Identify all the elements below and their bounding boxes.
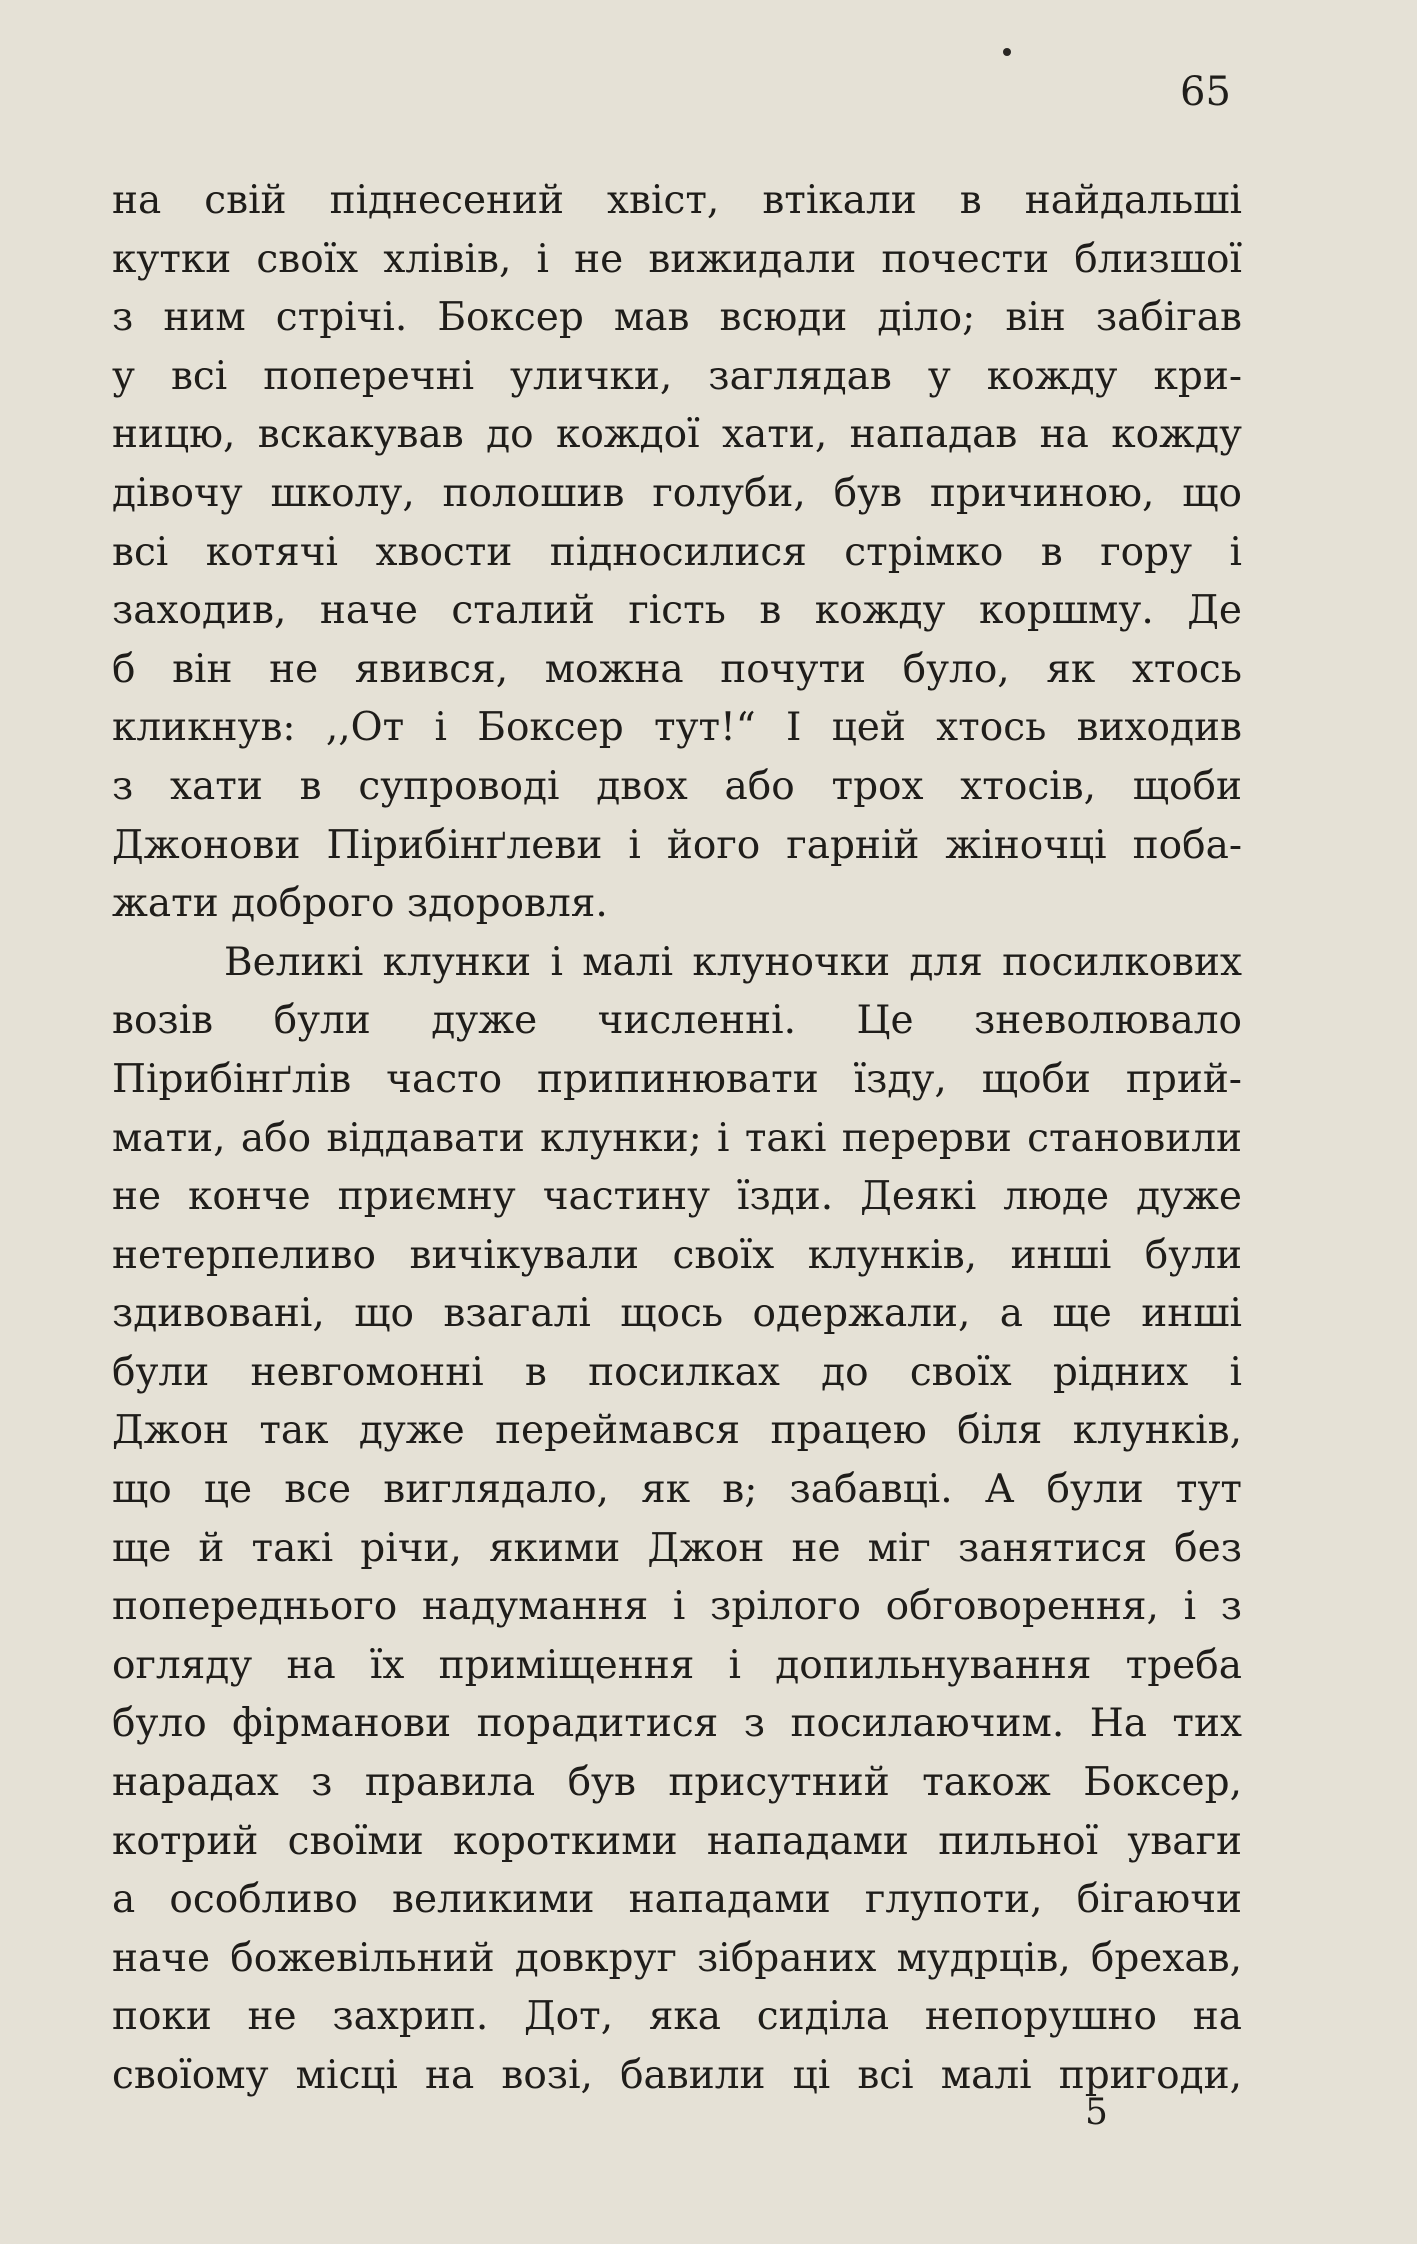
text-line: мати, або віддавати клунки; і такі перерви становили	[112, 1115, 1242, 1161]
text-line: попереднього надумання і зрілого обговорення, і з	[112, 1584, 1242, 1630]
text-line: на свій піднесений хвіст, втікали в найдальші	[112, 178, 1242, 223]
text-line: були невгомонні в посилках до своїх рідних і	[112, 1349, 1242, 1395]
body-text	[112, 172, 1242, 2106]
text-line: Джонови Пірибінґлеви і його гарній жіночці поба-	[112, 822, 1242, 868]
signature-mark: 5	[1085, 2092, 1108, 2133]
text-line: з ним стрічі. Боксер мав всюди діло; він забігав	[112, 295, 1242, 341]
text-line: возів були дуже численні. Це зневолювало	[112, 998, 1242, 1044]
text-line: поки не захрип. Дот, яка сиділа непорушно на	[112, 1994, 1242, 2040]
text-line: дівочу школу, полошив голуби, був причиною, що	[112, 470, 1242, 516]
text-line: б він не явився, можна почути було, як хтось	[112, 646, 1242, 692]
ink-speck	[1003, 48, 1011, 56]
text-line: здивовані, що взагалі щось одержали, а ще инші	[112, 1291, 1242, 1337]
text-line: Пірибінґлів часто припинювати їзду, щоби прий-	[112, 1056, 1242, 1102]
text-line: не конче приємну частину їзди. Деякі люде дуже	[112, 1174, 1242, 1220]
text-line: а особливо великими нападами глупоти, бігаючи	[112, 1877, 1242, 1923]
text-line: наче божевільний довкруг зібраних мудрців, брехав,	[112, 1935, 1242, 1981]
text-line: нетерпеливо вичікували своїх клунків, инші були	[112, 1232, 1242, 1278]
text-line: заходив, наче сталий гість в кожду коршму. Де	[112, 588, 1242, 634]
text-line: у всі поперечні улички, заглядав у кожду кри-	[112, 353, 1242, 399]
text-line: було фірманови порадитися з посилаючим. На тих	[112, 1701, 1242, 1747]
text-line: котрий своїми короткими нападами пильної уваги	[112, 1818, 1242, 1864]
text-line: огляду на їх приміщення і допильнування треба	[112, 1642, 1242, 1688]
text-line: ще й такі річи, якими Джон не міг занятися без	[112, 1525, 1242, 1571]
text-line: з хати в супроводі двох або трох хтосів, щоби	[112, 763, 1242, 809]
text-line: всі котячі хвости підносилися стрімко в гору і	[112, 529, 1242, 575]
text-line: кутки своїх хлівів, і не вижидали почести близшої	[112, 236, 1242, 282]
text-line: Великі клунки і малі клуночки для посилкових	[224, 939, 1242, 985]
text-line: Джон так дуже переймався працею біля клунків,	[112, 1408, 1242, 1454]
paragraph-2	[112, 934, 1242, 2106]
text-line: своїому місці на возі, бавили ці всі малі пригоди,	[112, 2053, 1242, 2098]
text-line: жати доброго здоровля.	[112, 881, 608, 927]
text-line: що це все виглядало, як в; забавці. А були тут	[112, 1467, 1242, 1513]
page-number: 65	[1180, 69, 1231, 115]
text-line: кликнув: ,,От і Боксер тут!“ І цей хтось виходив	[112, 705, 1242, 751]
text-line: ницю, вскакував до кождої хати, нападав на кожду	[112, 412, 1242, 458]
paragraph-1	[112, 172, 1242, 934]
text-line: нарадах з правила був присутний також Боксер,	[112, 1760, 1242, 1806]
